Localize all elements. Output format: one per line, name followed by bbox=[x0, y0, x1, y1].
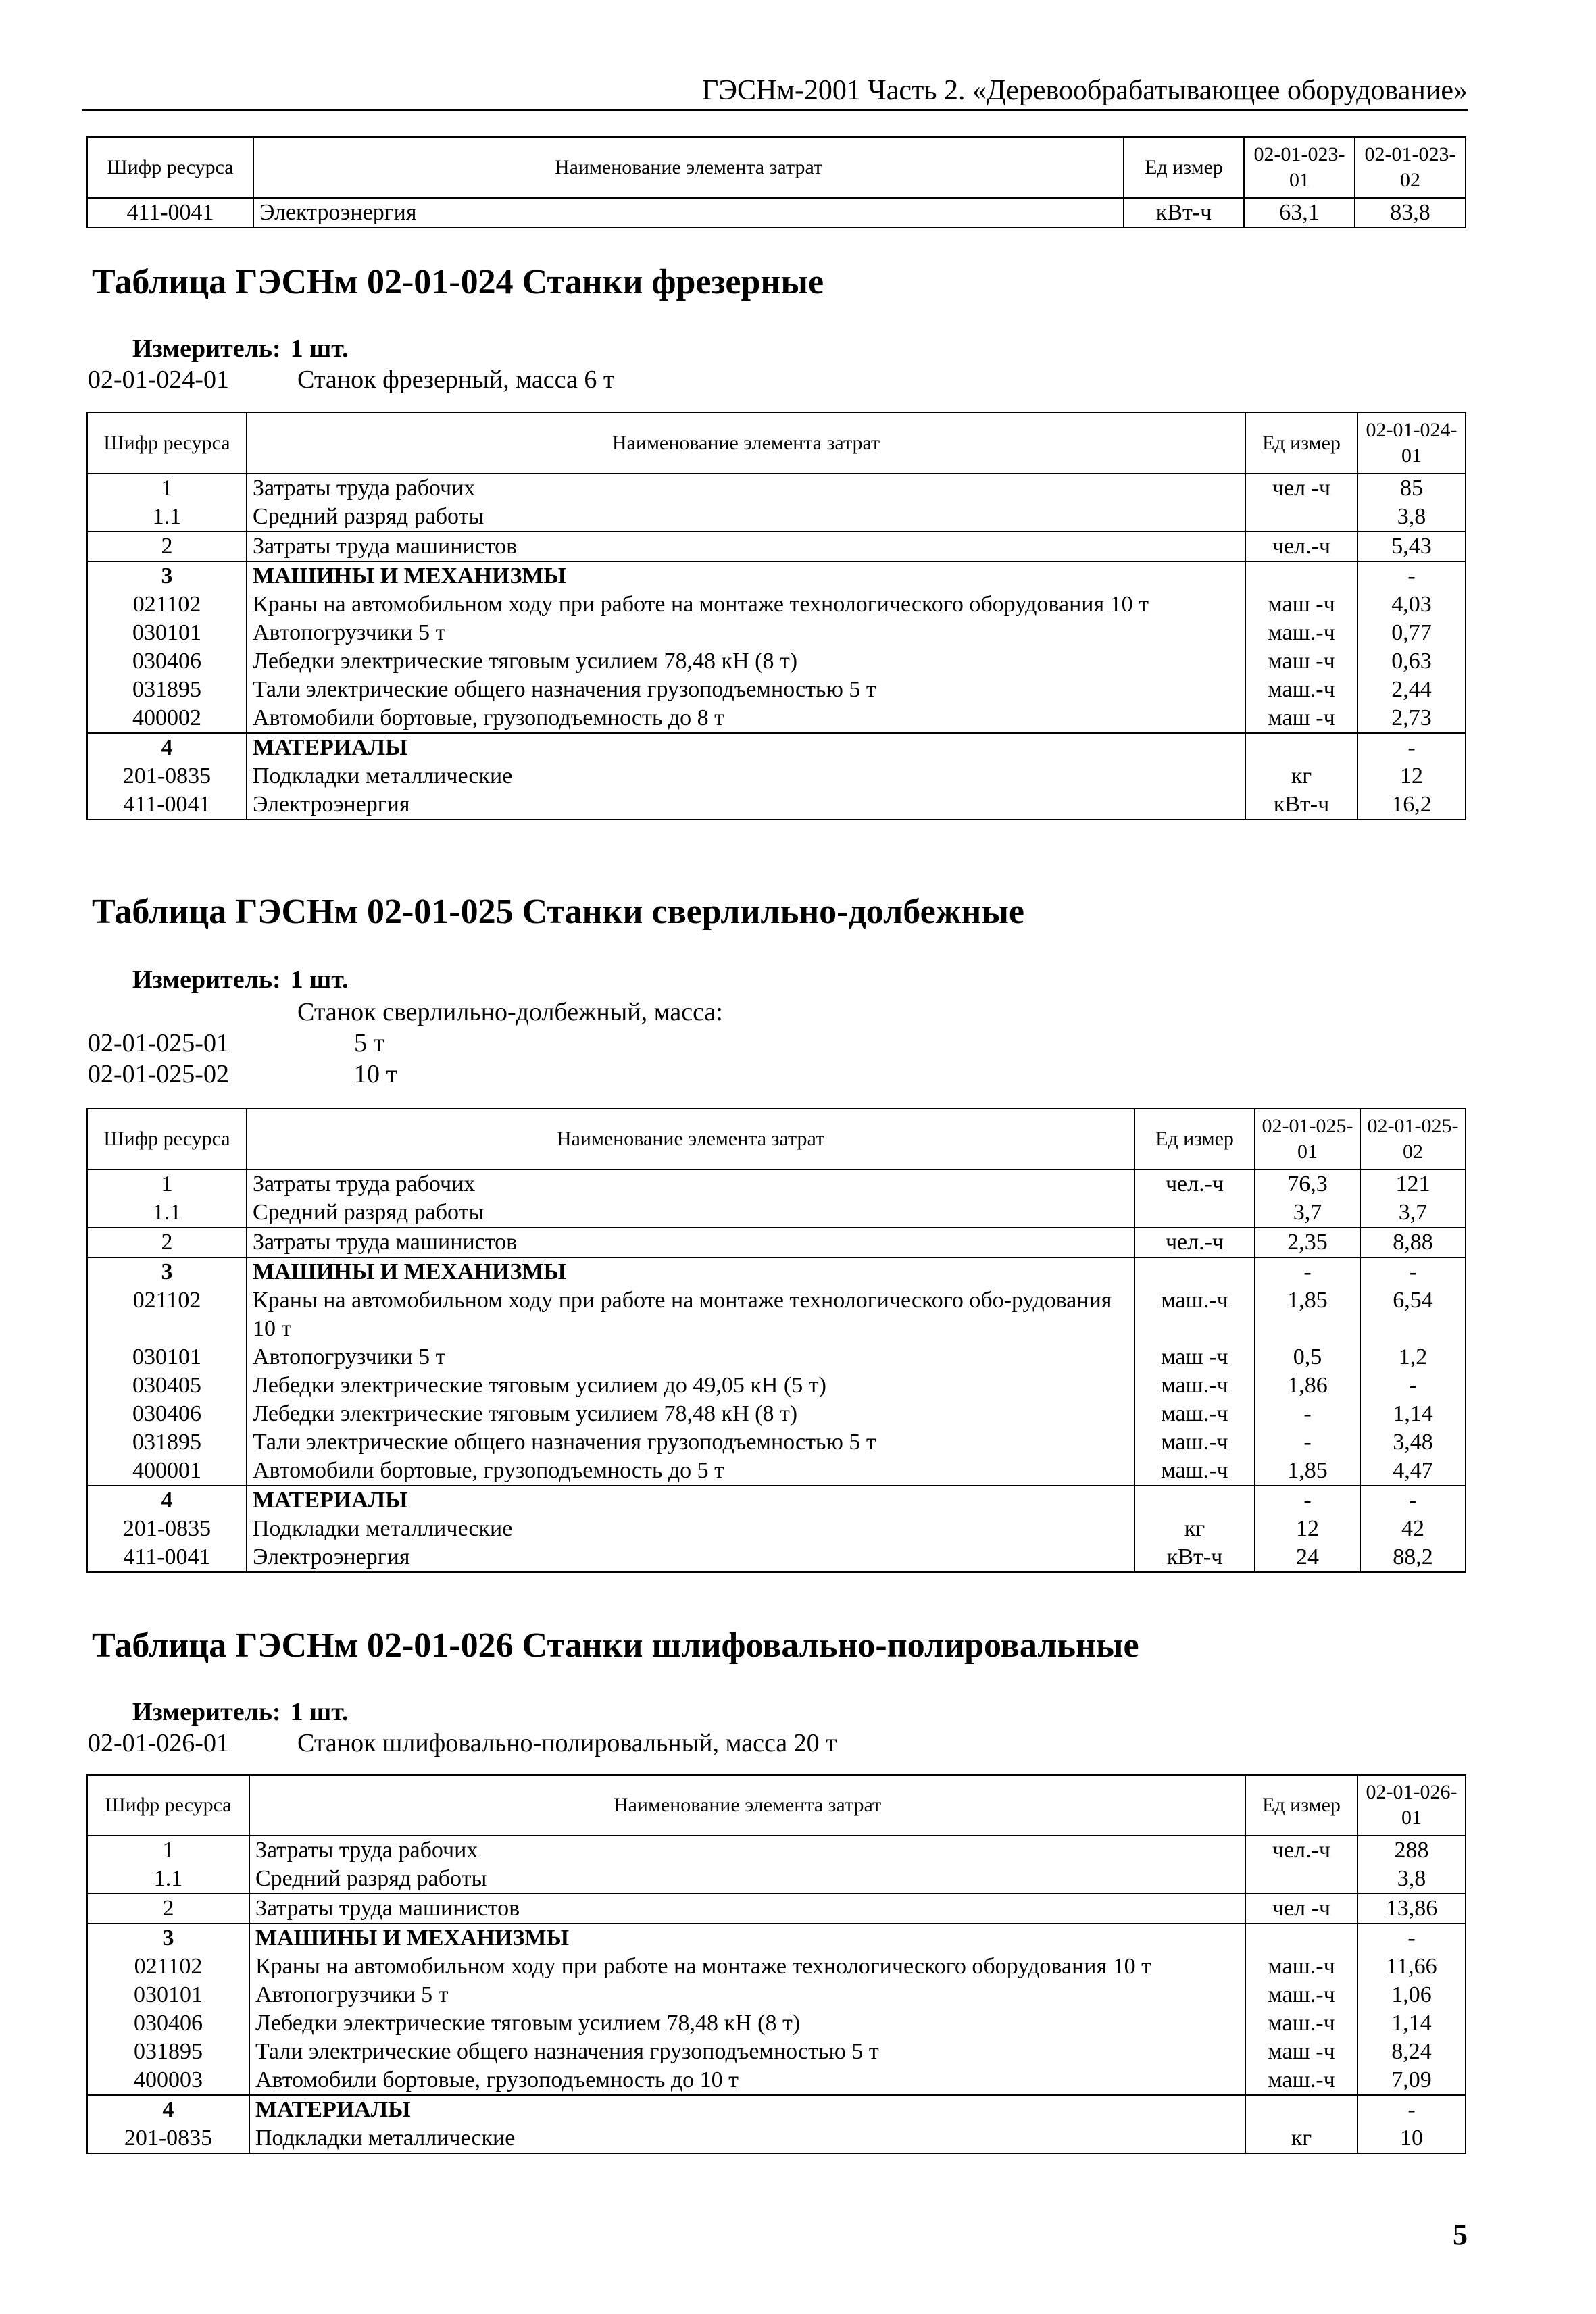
cell-value: 63,1 bbox=[1244, 198, 1355, 228]
cell-unit: кг bbox=[1245, 762, 1357, 790]
cell-unit bbox=[1245, 2095, 1357, 2124]
table-header-row bbox=[87, 413, 1466, 474]
cell-name: Автопогрузчики 5 т bbox=[249, 1981, 1245, 2009]
col-header-position: 02-01-023-01 bbox=[1244, 137, 1355, 198]
position-code: 02-01-025-02 bbox=[88, 1060, 229, 1088]
cell-code: 021102 bbox=[87, 1953, 249, 1981]
meter-label: Измеритель: bbox=[132, 965, 281, 994]
cell-name: Затраты труда машинистов bbox=[247, 1228, 1134, 1257]
cell-value: - bbox=[1255, 1428, 1360, 1457]
table-row bbox=[87, 2009, 1466, 2038]
cell-code: 1.1 bbox=[87, 1199, 247, 1228]
table-row bbox=[87, 1486, 1466, 1515]
cell-value: 1,85 bbox=[1255, 1457, 1360, 1486]
cell-name: Затраты труда рабочих bbox=[249, 1836, 1245, 1865]
table-row bbox=[87, 647, 1466, 676]
cell-name: Тали электрические общего назначения грузоподъемностью 5 т bbox=[247, 1428, 1134, 1457]
cell-code: 411-0041 bbox=[87, 198, 253, 228]
meter-value: 1 шт. bbox=[290, 965, 349, 994]
cell-value: 42 bbox=[1360, 1515, 1466, 1543]
meter-value: 1 шт. bbox=[290, 334, 349, 363]
cell-unit: кВт-ч bbox=[1124, 198, 1244, 228]
position-name: 5 т bbox=[354, 1029, 385, 1057]
cell-unit bbox=[1245, 1923, 1357, 1953]
col-header-position: 02-01-024-01 bbox=[1357, 413, 1466, 474]
cell-value: - bbox=[1255, 1486, 1360, 1515]
cell-code: 1.1 bbox=[87, 1865, 249, 1894]
table-row bbox=[87, 1457, 1466, 1486]
table-row bbox=[87, 762, 1466, 790]
cell-unit: маш -ч bbox=[1245, 590, 1357, 619]
cell-value: 10 bbox=[1357, 2124, 1466, 2153]
cell-unit: маш -ч bbox=[1245, 647, 1357, 676]
cell-unit: чел -ч bbox=[1245, 1894, 1357, 1923]
table-title-025: Таблица ГЭСНм 02-01-025 Станки сверлильно-долбежные bbox=[92, 892, 1025, 931]
cell-value: - bbox=[1360, 1486, 1466, 1515]
cell-name: Лебедки электрические тяговым усилием 78,48 кН (8 т) bbox=[247, 647, 1245, 676]
cell-value: 1,14 bbox=[1357, 2009, 1466, 2038]
cell-unit: маш.-ч bbox=[1245, 676, 1357, 704]
cell-unit: чел.-ч bbox=[1134, 1169, 1255, 1199]
cell-code: 411-0041 bbox=[87, 1543, 247, 1572]
cell-value: 2,73 bbox=[1357, 704, 1466, 733]
cell-name: Автопогрузчики 5 т bbox=[247, 1343, 1134, 1372]
cell-name: Электроэнергия bbox=[247, 790, 1245, 820]
running-header bbox=[82, 73, 1468, 111]
cell-code: 030406 bbox=[87, 2009, 249, 2038]
col-header-position: 02-01-026-01 bbox=[1357, 1775, 1466, 1836]
cell-code: 3 bbox=[87, 1923, 249, 1953]
table-row bbox=[87, 1428, 1466, 1457]
cell-value: 288 bbox=[1357, 1836, 1466, 1865]
cell-value: 3,8 bbox=[1357, 503, 1466, 532]
cell-code: 030101 bbox=[87, 1343, 247, 1372]
cell-value: - bbox=[1255, 1257, 1360, 1286]
cell-unit bbox=[1245, 503, 1357, 532]
cell-value: - bbox=[1357, 1923, 1466, 1953]
cell-name: МАТЕРИАЛЫ bbox=[249, 2095, 1245, 2124]
col-header-position: 02-01-025-01 bbox=[1255, 1109, 1360, 1169]
table-row bbox=[87, 1865, 1466, 1894]
col-header-code: Шифр ресурса bbox=[87, 137, 253, 198]
cell-value: 1,2 bbox=[1360, 1343, 1466, 1372]
cell-value: 12 bbox=[1357, 762, 1466, 790]
running-header-title: ГЭСНм-2001 Часть 2. «Деревообрабатывающее оборудование» bbox=[702, 75, 1468, 106]
table-row bbox=[87, 1981, 1466, 2009]
cell-value: 4,47 bbox=[1360, 1457, 1466, 1486]
cell-code: 2 bbox=[87, 532, 247, 561]
cell-name: Автомобили бортовые, грузоподъемность до 5 т bbox=[247, 1457, 1134, 1486]
cell-value: 12 bbox=[1255, 1515, 1360, 1543]
col-header-unit: Ед измер bbox=[1245, 1775, 1357, 1836]
table-row bbox=[87, 198, 1466, 228]
meter-value: 1 шт. bbox=[290, 1698, 349, 1726]
cell-value: 1,85 bbox=[1255, 1286, 1360, 1343]
cell-code: 1 bbox=[87, 1836, 249, 1865]
cell-value: 24 bbox=[1255, 1543, 1360, 1572]
table-title-024: Таблица ГЭСНм 02-01-024 Станки фрезерные bbox=[92, 263, 824, 301]
col-header-name: Наименование элемента затрат bbox=[247, 1109, 1134, 1169]
cell-value: 4,03 bbox=[1357, 590, 1466, 619]
cell-unit bbox=[1245, 561, 1357, 590]
cell-code: 1.1 bbox=[87, 503, 247, 532]
page-number: 5 bbox=[1453, 2218, 1468, 2251]
cell-value: 1,06 bbox=[1357, 1981, 1466, 2009]
cell-code: 400003 bbox=[87, 2066, 249, 2095]
table-header-row bbox=[87, 1775, 1466, 1836]
cell-value: 88,2 bbox=[1360, 1543, 1466, 1572]
cell-unit: кг bbox=[1134, 1515, 1255, 1543]
cell-value: 7,09 bbox=[1357, 2066, 1466, 2095]
position-name: Станок шлифовально-полировальный, масса 20 т bbox=[297, 1729, 837, 1757]
cell-unit: кВт-ч bbox=[1245, 790, 1357, 820]
cell-value: - bbox=[1360, 1257, 1466, 1286]
cell-unit: маш.-ч bbox=[1134, 1428, 1255, 1457]
cell-code: 1 bbox=[87, 474, 247, 503]
table-row bbox=[87, 1923, 1466, 1953]
cell-value: - bbox=[1357, 733, 1466, 762]
cell-unit: маш.-ч bbox=[1134, 1457, 1255, 1486]
meter-label: Измеритель: bbox=[132, 334, 281, 363]
cell-name: Автомобили бортовые, грузоподъемность до 10 т bbox=[249, 2066, 1245, 2095]
cell-value: 13,86 bbox=[1357, 1894, 1466, 1923]
cell-unit: маш.-ч bbox=[1245, 1953, 1357, 1981]
table-title-026: Таблица ГЭСНм 02-01-026 Станки шлифовально-полировальные bbox=[92, 1626, 1139, 1665]
resource-table-024 bbox=[86, 412, 1466, 820]
cell-value: 0,63 bbox=[1357, 647, 1466, 676]
col-header-code: Шифр ресурса bbox=[87, 1109, 247, 1169]
meter-024 bbox=[132, 334, 349, 363]
cell-value: - bbox=[1357, 561, 1466, 590]
cell-value: 85 bbox=[1357, 474, 1466, 503]
resource-table-026 bbox=[86, 1774, 1466, 2154]
table-header-row bbox=[87, 1109, 1466, 1169]
cell-code: 201-0835 bbox=[87, 2124, 249, 2153]
cell-unit: чел.-ч bbox=[1245, 532, 1357, 561]
cell-unit bbox=[1245, 1865, 1357, 1894]
cell-value: 3,7 bbox=[1255, 1199, 1360, 1228]
cell-value: 0,77 bbox=[1357, 619, 1466, 647]
cell-unit: маш -ч bbox=[1245, 704, 1357, 733]
cell-value: 8,24 bbox=[1357, 2038, 1466, 2066]
cell-name: Лебедки электрические тяговым усилием 78,48 кН (8 т) bbox=[247, 1400, 1134, 1428]
meter-025 bbox=[132, 965, 349, 995]
cell-name: Затраты труда машинистов bbox=[249, 1894, 1245, 1923]
cell-name: Средний разряд работы bbox=[249, 1865, 1245, 1894]
cell-name: Подкладки металлические bbox=[247, 762, 1245, 790]
cell-value: 2,44 bbox=[1357, 676, 1466, 704]
table-row bbox=[87, 590, 1466, 619]
cell-unit: кВт-ч bbox=[1134, 1543, 1255, 1572]
cell-value: 5,43 bbox=[1357, 532, 1466, 561]
cell-name: Тали электрические общего назначения грузоподъемностью 5 т bbox=[249, 2038, 1245, 2066]
cell-code: 400001 bbox=[87, 1457, 247, 1486]
cell-unit: маш.-ч bbox=[1134, 1372, 1255, 1400]
cell-name: Краны на автомобильном ходу при работе на монтаже технологического оборудования 10 т bbox=[249, 1953, 1245, 1981]
table-row bbox=[87, 733, 1466, 762]
cell-code: 4 bbox=[87, 733, 247, 762]
cell-name: МАТЕРИАЛЫ bbox=[247, 733, 1245, 762]
col-header-code: Шифр ресурса bbox=[87, 413, 247, 474]
table-row bbox=[87, 1400, 1466, 1428]
table-row bbox=[87, 1257, 1466, 1286]
cell-name: Затраты труда рабочих bbox=[247, 1169, 1134, 1199]
cell-value: 83,8 bbox=[1355, 198, 1466, 228]
table-row bbox=[87, 619, 1466, 647]
table-row bbox=[87, 1343, 1466, 1372]
table-row bbox=[87, 2066, 1466, 2095]
cell-value: - bbox=[1357, 2095, 1466, 2124]
table-row bbox=[87, 2038, 1466, 2066]
table-row bbox=[87, 2095, 1466, 2124]
col-header-name: Наименование элемента затрат bbox=[247, 413, 1245, 474]
resource-table-025 bbox=[86, 1108, 1466, 1573]
cell-unit: маш -ч bbox=[1245, 2038, 1357, 2066]
cell-unit: чел.-ч bbox=[1245, 1836, 1357, 1865]
cell-name: Тали электрические общего назначения грузоподъемностью 5 т bbox=[247, 676, 1245, 704]
cell-unit bbox=[1134, 1257, 1255, 1286]
cell-name: Затраты труда рабочих bbox=[247, 474, 1245, 503]
table-header-row bbox=[87, 137, 1466, 198]
table-row bbox=[87, 676, 1466, 704]
col-header-position: 02-01-023-02 bbox=[1355, 137, 1466, 198]
cell-value: 8,88 bbox=[1360, 1228, 1466, 1257]
table-row bbox=[87, 1286, 1466, 1343]
table-row bbox=[87, 1953, 1466, 1981]
table-row bbox=[87, 561, 1466, 590]
col-header-unit: Ед измер bbox=[1245, 413, 1357, 474]
cell-unit: маш -ч bbox=[1134, 1343, 1255, 1372]
cell-name: Средний разряд работы bbox=[247, 503, 1245, 532]
cell-name: Затраты труда машинистов bbox=[247, 532, 1245, 561]
cell-code: 031895 bbox=[87, 2038, 249, 2066]
table-row bbox=[87, 1228, 1466, 1257]
cell-name: Подкладки металлические bbox=[247, 1515, 1134, 1543]
cell-code: 030101 bbox=[87, 619, 247, 647]
position-code: 02-01-025-01 bbox=[88, 1029, 229, 1057]
cell-unit: маш.-ч bbox=[1245, 1981, 1357, 2009]
table-row bbox=[87, 503, 1466, 532]
table-row bbox=[87, 1372, 1466, 1400]
col-header-unit: Ед измер bbox=[1134, 1109, 1255, 1169]
col-header-name: Наименование элемента затрат bbox=[253, 137, 1124, 198]
cell-value: 76,3 bbox=[1255, 1169, 1360, 1199]
cell-code: 030406 bbox=[87, 1400, 247, 1428]
meter-label: Измеритель: bbox=[132, 1698, 281, 1726]
cell-name: Автопогрузчики 5 т bbox=[247, 619, 1245, 647]
cell-name: Электроэнергия bbox=[253, 198, 1124, 228]
cell-unit: маш.-ч bbox=[1134, 1400, 1255, 1428]
cell-unit bbox=[1134, 1486, 1255, 1515]
cell-code: 021102 bbox=[87, 1286, 247, 1343]
cell-code: 031895 bbox=[87, 1428, 247, 1457]
cell-name: Лебедки электрические тяговым усилием до 49,05 кН (5 т) bbox=[247, 1372, 1134, 1400]
position-name: 10 т bbox=[354, 1060, 398, 1088]
cell-unit: чел -ч bbox=[1245, 474, 1357, 503]
cell-code: 030405 bbox=[87, 1372, 247, 1400]
cell-name: Автомобили бортовые, грузоподъемность до 8 т bbox=[247, 704, 1245, 733]
col-header-code: Шифр ресурса bbox=[87, 1775, 249, 1836]
table-row bbox=[87, 532, 1466, 561]
cell-code: 400002 bbox=[87, 704, 247, 733]
table-row bbox=[87, 1894, 1466, 1923]
table-row bbox=[87, 1836, 1466, 1865]
cell-code: 031895 bbox=[87, 676, 247, 704]
cell-name: МАШИНЫ И МЕХАНИЗМЫ bbox=[247, 561, 1245, 590]
cell-name: Краны на автомобильном ходу при работе на монтаже технологического обо-рудования 10 т bbox=[247, 1286, 1134, 1343]
cell-name: МАШИНЫ И МЕХАНИЗМЫ bbox=[249, 1923, 1245, 1953]
table-row bbox=[87, 474, 1466, 503]
cell-unit: чел.-ч bbox=[1134, 1228, 1255, 1257]
resource-table-023 bbox=[86, 136, 1466, 228]
position-name: Станок фрезерный, масса 6 т bbox=[297, 366, 615, 394]
cell-name: Подкладки металлические bbox=[249, 2124, 1245, 2153]
cell-code: 201-0835 bbox=[87, 1515, 247, 1543]
cell-code: 411-0041 bbox=[87, 790, 247, 820]
col-header-unit: Ед измер bbox=[1124, 137, 1244, 198]
cell-name: МАТЕРИАЛЫ bbox=[247, 1486, 1134, 1515]
col-header-position: 02-01-025-02 bbox=[1360, 1109, 1466, 1169]
cell-code: 030101 bbox=[87, 1981, 249, 2009]
col-header-name: Наименование элемента затрат bbox=[249, 1775, 1245, 1836]
cell-unit: маш.-ч bbox=[1245, 619, 1357, 647]
cell-value: - bbox=[1360, 1372, 1466, 1400]
cell-code: 2 bbox=[87, 1228, 247, 1257]
meter-026 bbox=[132, 1697, 349, 1727]
cell-code: 4 bbox=[87, 2095, 249, 2124]
cell-value: - bbox=[1255, 1400, 1360, 1428]
cell-code: 2 bbox=[87, 1894, 249, 1923]
table-row bbox=[87, 790, 1466, 820]
cell-code: 4 bbox=[87, 1486, 247, 1515]
position-code: 02-01-026-01 bbox=[88, 1729, 229, 1757]
cell-value: 11,66 bbox=[1357, 1953, 1466, 1981]
cell-value: 16,2 bbox=[1357, 790, 1466, 820]
cell-unit: маш.-ч bbox=[1245, 2066, 1357, 2095]
cell-unit: маш.-ч bbox=[1245, 2009, 1357, 2038]
cell-code: 030406 bbox=[87, 647, 247, 676]
cell-code: 1 bbox=[87, 1169, 247, 1199]
table-row bbox=[87, 704, 1466, 733]
cell-unit bbox=[1134, 1199, 1255, 1228]
cell-value: 0,5 bbox=[1255, 1343, 1360, 1372]
cell-code: 201-0835 bbox=[87, 762, 247, 790]
cell-value: 2,35 bbox=[1255, 1228, 1360, 1257]
cell-name: Электроэнергия bbox=[247, 1543, 1134, 1572]
cell-unit bbox=[1245, 733, 1357, 762]
cell-value: 1,86 bbox=[1255, 1372, 1360, 1400]
table-row bbox=[87, 1199, 1466, 1228]
cell-name: МАШИНЫ И МЕХАНИЗМЫ bbox=[247, 1257, 1134, 1286]
table-row bbox=[87, 2124, 1466, 2153]
table-row bbox=[87, 1543, 1466, 1572]
cell-value: 3,8 bbox=[1357, 1865, 1466, 1894]
cell-value: 6,54 bbox=[1360, 1286, 1466, 1343]
table-row bbox=[87, 1169, 1466, 1199]
position-intro: Станок сверлильно-долбежный, масса: bbox=[297, 998, 723, 1026]
cell-name: Лебедки электрические тяговым усилием 78,48 кН (8 т) bbox=[249, 2009, 1245, 2038]
cell-value: 3,7 bbox=[1360, 1199, 1466, 1228]
cell-code: 3 bbox=[87, 1257, 247, 1286]
cell-unit: маш.-ч bbox=[1134, 1286, 1255, 1343]
cell-value: 3,48 bbox=[1360, 1428, 1466, 1457]
cell-name: Краны на автомобильном ходу при работе на монтаже технологического оборудования 10 т bbox=[247, 590, 1245, 619]
cell-value: 1,14 bbox=[1360, 1400, 1466, 1428]
cell-code: 021102 bbox=[87, 590, 247, 619]
position-code: 02-01-024-01 bbox=[88, 366, 229, 394]
cell-unit: кг bbox=[1245, 2124, 1357, 2153]
cell-code: 3 bbox=[87, 561, 247, 590]
table-row bbox=[87, 1515, 1466, 1543]
cell-value: 121 bbox=[1360, 1169, 1466, 1199]
cell-name: Средний разряд работы bbox=[247, 1199, 1134, 1228]
